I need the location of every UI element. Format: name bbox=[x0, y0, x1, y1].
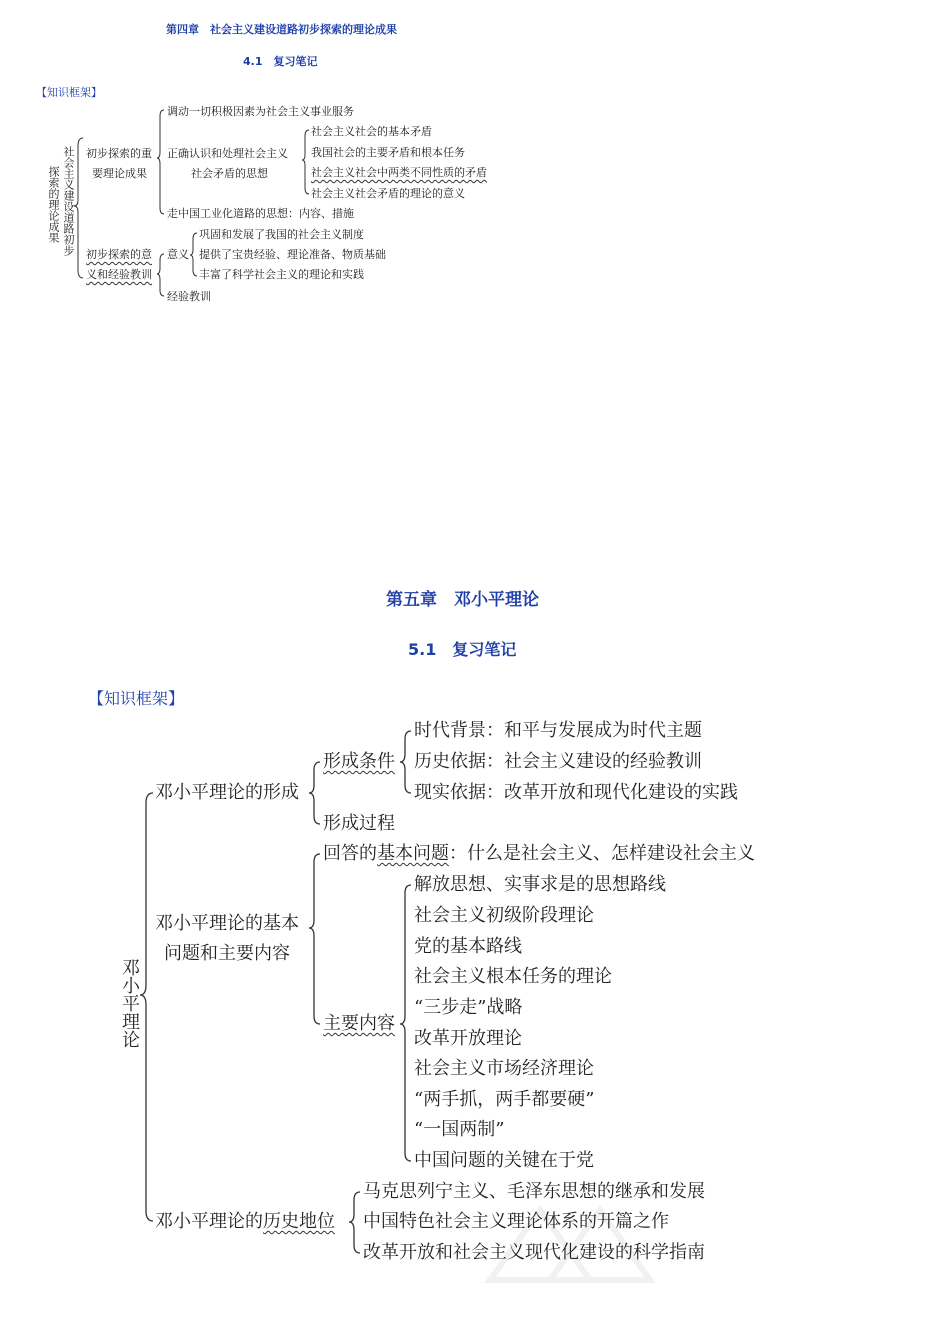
ch5-content-item: 党的基本路线 bbox=[414, 936, 522, 957]
ch4-b1-item3: 走中国工业化道路的思想：内容、措施 bbox=[167, 207, 354, 220]
ch4-b1-item2-line2: 社会矛盾的思想 bbox=[191, 167, 268, 180]
ch5-main-content-label: 主要内容 bbox=[323, 1013, 395, 1034]
ch5-branch-content-line1: 邓小平理论的基本 bbox=[155, 913, 299, 934]
ch5-status-item: 改革开放和社会主义现代化建设的科学指南 bbox=[363, 1242, 705, 1263]
ch5-content-item: 社会主义初级阶段理论 bbox=[414, 905, 594, 926]
ch5-condition-item: 时代背景：和平与发展成为时代主题 bbox=[414, 720, 702, 741]
chapter4-title: 第四章 社会主义建设道路初步探索的理论成果 bbox=[166, 23, 397, 36]
chapter5-framework-label: 【知识框架】 bbox=[88, 689, 185, 708]
ch5-content-item: 改革开放理论 bbox=[414, 1028, 522, 1049]
ch4-b1-item1: 调动一切积极因素为社会主义事业服务 bbox=[167, 105, 354, 118]
ch5-content-item: 解放思想、实事求是的思想路线 bbox=[414, 874, 666, 895]
ch5-branch-formation: 邓小平理论的形成 bbox=[155, 782, 299, 803]
ch4-b2-lessons: 经验教训 bbox=[167, 290, 211, 303]
ch5-status-item: 中国特色社会主义理论体系的开篇之作 bbox=[363, 1211, 669, 1232]
ch5-branch-historical-status: 邓小平理论的历史地位 bbox=[155, 1211, 335, 1232]
chapter5-section-title: 5.1 复习笔记 bbox=[408, 640, 517, 659]
ch4-branch2-line1: 初步探索的意 bbox=[86, 248, 152, 261]
ch4-root-line1: 社会主义建设道路初步 bbox=[62, 146, 75, 256]
ch4-contradiction-item: 社会主义社会的基本矛盾 bbox=[311, 125, 432, 138]
ch4-contradiction-item: 社会主义社会中两类不同性质的矛盾 bbox=[311, 166, 487, 179]
ch5-content-item: 中国问题的关键在于党 bbox=[414, 1150, 594, 1171]
ch5-content-item: 社会主义根本任务的理论 bbox=[414, 966, 612, 987]
ch4-b1-item2-line1: 正确认识和处理社会主义 bbox=[167, 147, 288, 160]
ch5-formation-process: 形成过程 bbox=[323, 813, 395, 834]
ch5-basic-question: 回答的基本问题：什么是社会主义、怎样建设社会主义 bbox=[323, 843, 755, 864]
ch4-significance-item: 巩固和发展了我国的社会主义制度 bbox=[199, 228, 364, 241]
ch4-contradiction-item: 社会主义社会矛盾的理论的意义 bbox=[311, 187, 465, 200]
ch4-branch1-line2: 要理论成果 bbox=[92, 167, 147, 180]
ch5-branch-content-line2: 问题和主要内容 bbox=[164, 943, 290, 964]
ch5-status-item: 马克思列宁主义、毛泽东思想的继承和发展 bbox=[363, 1181, 705, 1202]
chapter4-framework-label: 【知识框架】 bbox=[36, 86, 102, 99]
ch4-branch2-line2: 义和经验教训 bbox=[86, 268, 152, 281]
watermark-icon bbox=[480, 1190, 660, 1290]
ch4-significance-item: 丰富了科学社会主义的理论和实践 bbox=[199, 268, 364, 281]
ch5-content-item: “一国两制” bbox=[414, 1119, 505, 1140]
ch4-branch1-line1: 初步探索的重 bbox=[86, 147, 152, 160]
ch5-condition-item: 历史依据：社会主义建设的经验教训 bbox=[414, 751, 702, 772]
ch5-condition-item: 现实依据：改革开放和现代化建设的实践 bbox=[414, 782, 738, 803]
chapter4-section-title: 4.1 复习笔记 bbox=[243, 55, 318, 68]
ch4-significance-item: 提供了宝贵经验、理论准备、物质基础 bbox=[199, 248, 386, 261]
ch5-content-item: “三步走”战略 bbox=[414, 997, 523, 1018]
ch5-root: 邓小平理论 bbox=[119, 958, 140, 1048]
ch5-content-item: “两手抓，两手都要硬” bbox=[414, 1089, 595, 1110]
ch4-root-line2: 探索的理论成果 bbox=[47, 166, 60, 243]
ch4-b2-significance: 意义 bbox=[167, 248, 189, 261]
ch5-content-item: 社会主义市场经济理论 bbox=[414, 1058, 594, 1079]
chapter5-title: 第五章 邓小平理论 bbox=[386, 590, 539, 610]
ch5-formation-conditions: 形成条件 bbox=[323, 751, 395, 772]
ch4-contradiction-item: 我国社会的主要矛盾和根本任务 bbox=[311, 146, 465, 159]
